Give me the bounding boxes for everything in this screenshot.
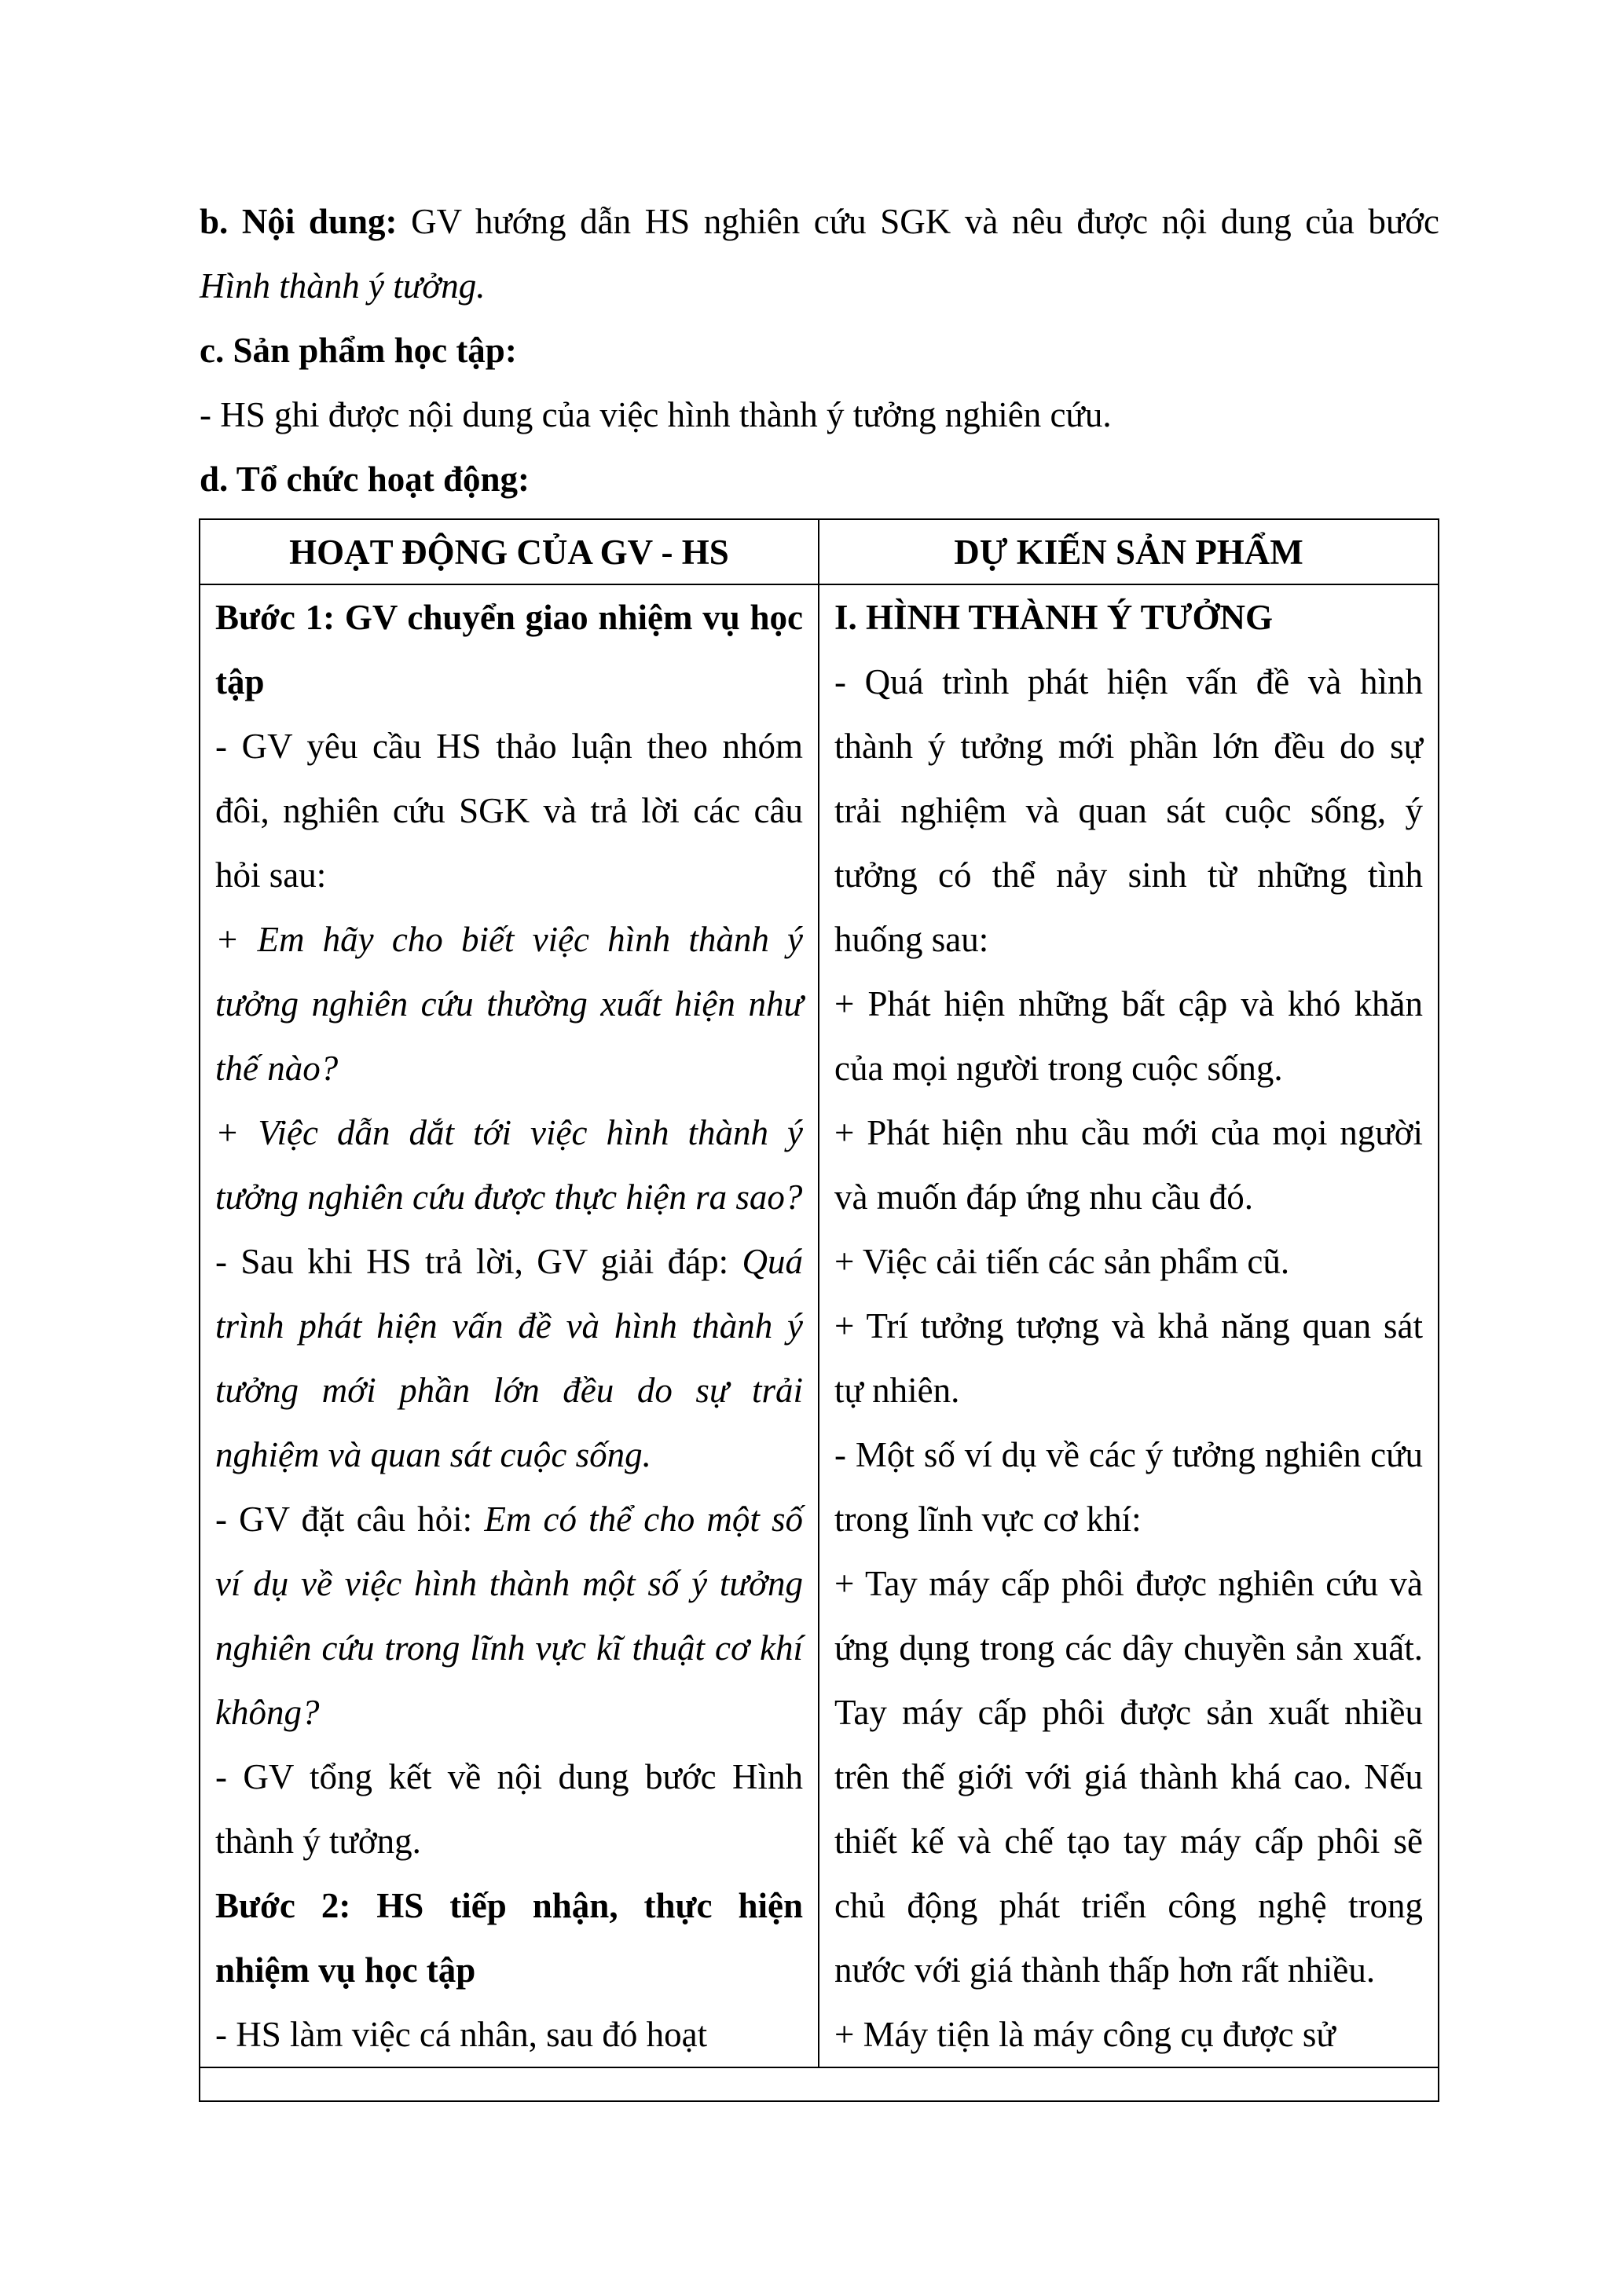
product-heading [200, 318, 1439, 383]
right-paragraph: - Một số ví dụ về các ý tưởng nghiên cứu trong lĩnh vực cơ khí: [834, 1435, 1423, 1539]
header-teacher-student: HOẠT ĐỘNG CỦA GV - HS [200, 520, 819, 584]
right-title [834, 585, 1423, 650]
question-intro: - GV đặt câu hỏi: [215, 1500, 485, 1539]
table-row [200, 584, 1438, 2067]
activity-table [199, 518, 1439, 2102]
right-paragraph: + Phát hiện nhu cầu mới của mọi người và muốn đáp ứng nhu cầu đó. [834, 1113, 1423, 1217]
header-expected-product: DỰ KIẾN SẢN PHẨM [819, 520, 1438, 584]
step-1-label: Bước 1: GV chuyển giao nhiệm vụ học tập [215, 598, 803, 701]
content-italic: Hình thành ý tưởng. [200, 266, 486, 306]
left-cell [200, 584, 819, 2067]
answer-intro: - Sau khi HS trả lời, GV giải đáp: [215, 1242, 742, 1281]
question-1-text: + Em hãy cho biết việc hình thành ý tưởng nghiên cứu thường xuất hiện như thế nào? [215, 920, 803, 1088]
product-text: - HS ghi được nội dung của việc hình thành ý tưởng nghiên cứu. [200, 395, 1112, 434]
left-paragraph: - GV yêu cầu HS thảo luận theo nhóm đôi, nghiên cứu SGK và trả lời các câu hỏi sau: [215, 727, 803, 895]
left-paragraph [215, 1229, 803, 1487]
left-paragraph: - GV tổng kết về nội dung bước Hình thành ý tưởng. [215, 1757, 803, 1861]
product-label: c. Sản phẩm học tập: [200, 331, 517, 370]
right-cell [819, 584, 1438, 2067]
step-2-heading [215, 1873, 803, 2002]
right-paragraph: + Trí tưởng tượng và khả năng quan sát tự nhiên. [834, 1306, 1423, 1410]
question-1 [215, 907, 803, 1100]
answer-text: Quá trình phát hiện vấn đề và hình thành ý tưởng mới phần lớn đều do sự trải nghiệm và quan sát cuộc sống. [215, 1242, 803, 1474]
question-2-text: + Việc dẫn dắt tới việc hình thành ý tưởng nghiên cứu được thực hiện ra sao? [215, 1113, 803, 1217]
right-paragraph: + Việc cải tiến các sản phẩm cũ. [834, 1242, 1290, 1281]
question-2 [215, 1100, 803, 1229]
question-text: Em có thể cho một số ví dụ về việc hình thành một số ý tưởng nghiên cứu trong lĩnh vực kĩ thuật cơ khí không? [215, 1500, 803, 1732]
right-paragraph: + Máy tiện là máy công cụ được sử [834, 2015, 1336, 2054]
step-2-label: Bước 2: HS tiếp nhận, thực hiện nhiệm vụ học tập [215, 1886, 803, 1990]
left-paragraph: - HS làm việc cá nhân, sau đó hoạt [215, 2015, 708, 2054]
right-paragraph: + Tay máy cấp phôi được nghiên cứu và ứng dụng trong các dây chuyền sản xuất. Tay máy cấp phôi được sản xuất nhiều trên thế giới với giá thành khá cao. Nếu thiết kế và chế tạo tay máy cấp phôi sẽ chủ động phát triển công nghệ trong nước với giá thành thấp hơn rất nhiều. [834, 1564, 1423, 1990]
step-1-heading [215, 585, 803, 714]
right-title-text: I. HÌNH THÀNH Ý TƯỞNG [834, 598, 1273, 637]
content-paragraph [200, 189, 1439, 318]
content-label: b. Nội dung: [200, 202, 398, 241]
activity-label: d. Tổ chức hoạt động: [200, 460, 530, 499]
section-intro [200, 189, 1439, 511]
table-header-row [200, 520, 1438, 584]
content-text: GV hướng dẫn HS nghiên cứu SGK và nêu được nội dung của bước [397, 202, 1439, 241]
activity-heading [200, 447, 1439, 511]
right-paragraph: - Quá trình phát hiện vấn đề và hình thành ý tưởng mới phần lớn đều do sự trải nghiệm và quan sát cuộc sống, ý tưởng có thể nảy sinh từ những tình huống sau: [834, 662, 1423, 959]
left-paragraph [215, 1487, 803, 1745]
right-paragraph: + Phát hiện những bất cập và khó khăn của mọi người trong cuộc sống. [834, 984, 1423, 1088]
